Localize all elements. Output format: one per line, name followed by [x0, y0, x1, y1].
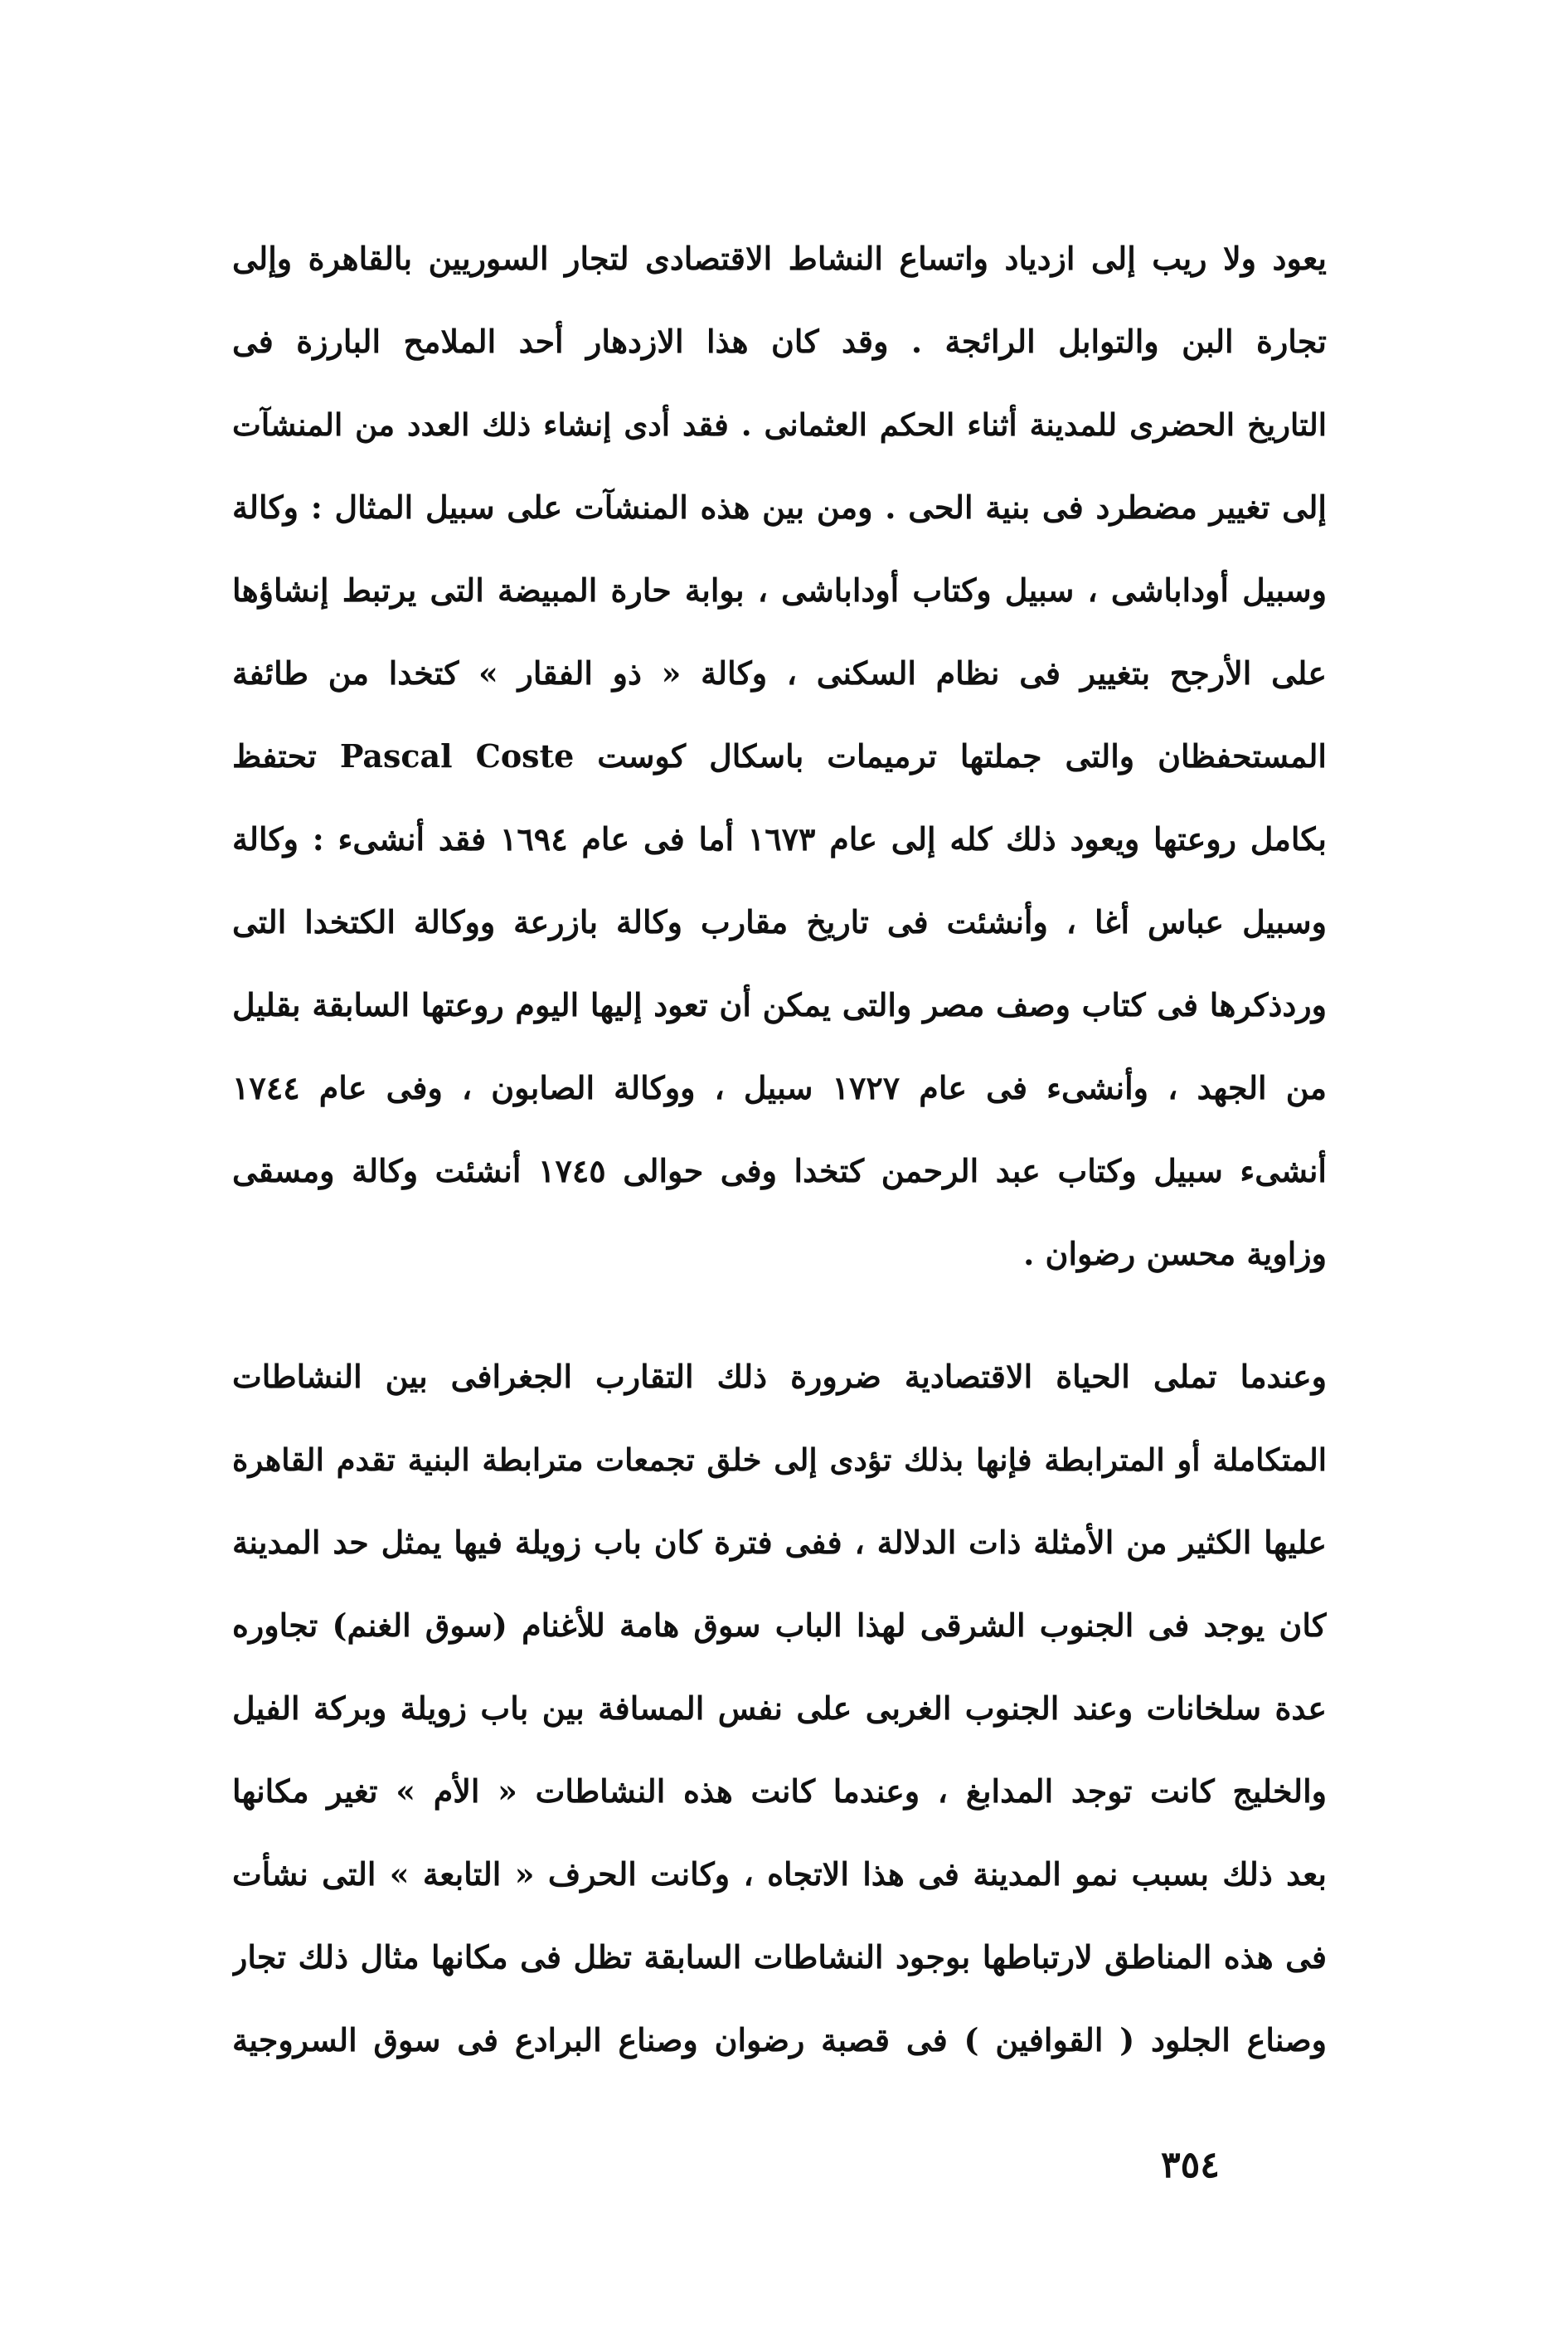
text-line: وسبيل عباس أغا ، وأنشئت فى تاريخ مقارب وكالة بازرعة ووكالة الكتخدا التى: [232, 903, 1327, 941]
text-line: المستحفظان والتى جملتها ترميمات باسكال كوست Pascal Coste تحتفظ: [232, 737, 1327, 775]
text-line: المتكاملة أو المترابطة فإنها بذلك تؤدى إلى خلق تجمعات مترابطة البنية تقدم القاهرة: [232, 1441, 1327, 1478]
text-line: كان يوجد فى الجنوب الشرقى لهذا الباب سوق هامة للأغنام (سوق الغنم) تجاوره: [232, 1606, 1327, 1644]
text-line: بكامل روعتها ويعود ذلك كله إلى عام ١٦٧٣ أما فى عام ١٦٩٤ فقد أنشىء : وكالة: [232, 820, 1327, 858]
page-number: ٣٥٤: [1161, 2144, 1220, 2186]
text-line: من الجهد ، وأنشىء فى عام ١٧٢٧ سبيل ، ووكالة الصابون ، وفى عام ١٧٤٤: [232, 1069, 1327, 1106]
text-line: والخليج كانت توجد المدابغ ، وعندما كانت هذه النشاطات « الأم » تغير مكانها: [232, 1772, 1327, 1810]
text-line: التاريخ الحضرى للمدينة أثناء الحكم العثمانى . فقد أدى إنشاء ذلك العدد من المنشآت: [232, 406, 1327, 443]
text-line: عليها الكثير من الأمثلة ذات الدلالة ، ففى فترة كان باب زويلة فيها يمثل حد المدينة: [232, 1524, 1327, 1561]
paragraph-2: [232, 1335, 1327, 2082]
paragraph-1: [232, 217, 1327, 1295]
text-line: تجارة البن والتوابل الرائجة . وقد كان هذا الازدهار أحد الملامح البارزة فى: [232, 323, 1327, 360]
text-line: أنشىء سبيل وكتاب عبد الرحمن كتخدا وفى حوالى ١٧٤٥ أنشئت وكالة ومسقى: [232, 1152, 1327, 1189]
text-line: وردذكرها فى كتاب وصف مصر والتى يمكن أن تعود إليها اليوم روعتها السابقة بقليل: [232, 986, 1327, 1023]
text-line: على الأرجح بتغيير فى نظام السكنى ، وكالة « ذو الفقار » كتخدا من طائفة: [232, 654, 1327, 692]
text-line: وزاوية محسن رضوان .: [1023, 1235, 1327, 1272]
text-line: وصناع الجلود ( القوافين ) فى قصبة رضوان وصناع البرادع فى سوق السروجية: [232, 2021, 1327, 2059]
text-line: بعد ذلك بسبب نمو المدينة فى هذا الاتجاه ، وكانت الحرف « التابعة » التى نشأت: [232, 1855, 1327, 1893]
text-line: وعندما تملى الحياة الاقتصادية ضرورة ذلك التقارب الجغرافى بين النشاطات: [232, 1358, 1327, 1395]
text-line: وسبيل أوداباشى ، سبيل وكتاب أوداباشى ، بوابة حارة المبيضة التى يرتبط إنشاؤها: [232, 571, 1327, 609]
text-line: فى هذه المناطق لارتباطها بوجود النشاطات السابقة تظل فى مكانها مثال ذلك تجار: [232, 1938, 1327, 1976]
text-line: يعود ولا ريب إلى ازدياد واتساع النشاط الاقتصادى لتجار السوريين بالقاهرة وإلى: [232, 240, 1327, 277]
text-line: إلى تغيير مضطرد فى بنية الحى . ومن بين هذه المنشآت على سبيل المثال : وكالة: [232, 489, 1327, 526]
text-line: عدة سلخانات وعند الجنوب الغربى على نفس المسافة بين باب زويلة وبركة الفيل: [232, 1689, 1327, 1727]
